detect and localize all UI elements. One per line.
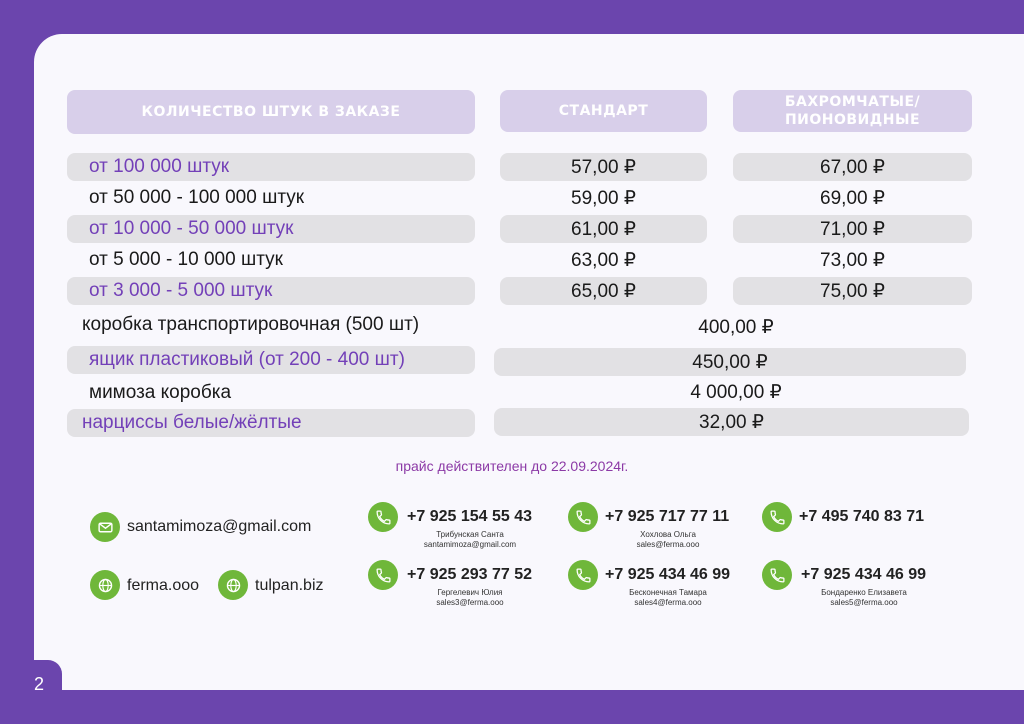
extra-label: ящик пластиковый (от 200 - 400 шт) [67,346,475,374]
header-quantity: КОЛИЧЕСТВО ШТУК В ЗАКАЗЕ [67,90,475,134]
phone-icon [568,502,598,532]
phone-contact-name: Бесконечная Тамара [629,588,707,597]
phone-icon [368,560,398,590]
tier-fringed-price: 73,00 ₽ [820,249,885,271]
phone-icon [368,502,398,532]
tier-fringed-price: 75,00 ₽ [733,277,972,305]
extra-price: 400,00 ₽ [698,316,774,338]
tier-label: от 3 000 - 5 000 штук [67,277,475,305]
tier-standard-price: 57,00 ₽ [500,153,707,181]
phone-icon [762,502,792,532]
tier-fringed-price: 67,00 ₽ [733,153,972,181]
extra-label: нарциссы белые/жёлтые [67,409,475,437]
tier-standard-price: 61,00 ₽ [500,215,707,243]
validity-note: прайс действителен до 22.09.2024г. [395,458,629,474]
tier-label: от 5 000 - 10 000 штук [89,249,283,270]
tier-standard-price: 59,00 ₽ [571,187,636,209]
header-standard: СТАНДАРТ [500,90,707,132]
extra-label: мимоза коробка [89,382,232,403]
phone-number[interactable]: +7 925 717 77 11 [605,508,730,525]
phone-contact-name: Бондаренко Елизавета [821,588,907,597]
tier-label: от 50 000 - 100 000 штук [89,187,305,208]
phone-contact-name: Хохлова Ольга [640,530,696,539]
phone-icon [568,560,598,590]
phone-contact-email: sales5@ferma.ooo [830,598,898,607]
phone-number[interactable]: +7 495 740 83 71 [799,508,925,525]
page-number: 2 [34,674,45,694]
site-link-tulpan[interactable]: tulpan.biz [255,577,324,594]
extra-price: 4 000,00 ₽ [690,381,782,403]
phone-contact-email: sales@ferma.ooo [636,540,700,549]
tier-standard-price: 65,00 ₽ [500,277,707,305]
tier-fringed-price: 71,00 ₽ [733,215,972,243]
phone-contact-email: sales3@ferma.ooo [436,598,504,607]
tier-label: от 10 000 - 50 000 штук [67,215,475,243]
tier-label: от 100 000 штук [67,153,475,181]
email-link[interactable]: santamimoza@gmail.com [127,518,312,535]
extra-price: 450,00 ₽ [494,348,966,376]
site-link-ferma[interactable]: ferma.ooo [127,577,200,594]
phone-contact-name: Гергелевич Юлия [437,588,503,597]
phone-contact-email: santamimoza@gmail.com [423,540,517,549]
tier-fringed-price: 69,00 ₽ [820,187,885,209]
phone-contact-email: sales4@ferma.ooo [634,598,702,607]
phone-number[interactable]: +7 925 434 46 99 [605,566,731,583]
mail-icon [90,512,120,542]
tier-standard-price: 63,00 ₽ [571,249,636,271]
phone-icon [762,560,792,590]
phone-number[interactable]: +7 925 154 55 43 [407,508,533,525]
phone-number[interactable]: +7 925 293 77 52 [407,566,533,583]
phone-number[interactable]: +7 925 434 46 99 [801,566,927,583]
header-fringed: БАХРОМЧАТЫЕ/ ПИОНОВИДНЫЕ [733,90,972,132]
extra-label: коробка транспортировочная (500 шт) [82,314,420,335]
page-number-tab [0,660,62,724]
globe-icon [90,570,120,600]
phone-contact-name: Трибунская Санта [436,530,504,539]
globe-icon [218,570,248,600]
extra-price: 32,00 ₽ [494,408,969,436]
